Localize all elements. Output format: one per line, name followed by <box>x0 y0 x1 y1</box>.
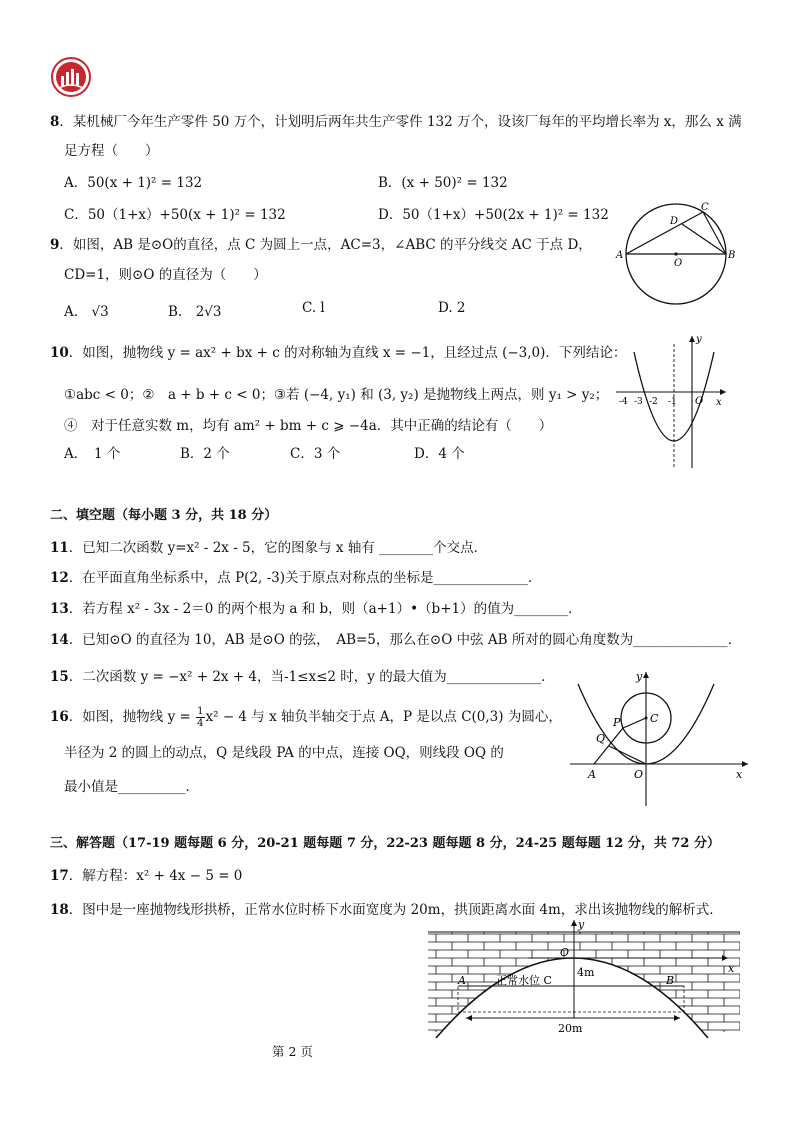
q8-option-b: B．(x + 50)² = 132 <box>378 175 508 191</box>
section-2-heading: 二、填空题（每小题 3 分，共 18 分） <box>50 508 278 523</box>
q9-label-d: D <box>670 216 679 227</box>
q16-label-y: y <box>636 670 643 683</box>
q10-label-o: O <box>695 396 704 407</box>
question-17: 17．解方程：x² + 4x − 5 = 0 <box>50 868 243 884</box>
q9-label-o: O <box>674 258 683 269</box>
question-10-line3: ④ 对于任意实数 m，均有 am² + bm + c ⩾ −4a．其中正确的结论有（ ） <box>64 418 553 434</box>
q16-label-o: O <box>634 768 644 781</box>
question-8-line2: 足方程（ ） <box>64 143 159 159</box>
q10-option-a: A． 1 个 <box>64 446 121 462</box>
q16-label-x: x <box>736 768 743 781</box>
question-9-line1: 9．如图，AB 是⊙O的直径，点 C 为圆上一点，AC=3，∠ABC 的平分线交 AC 于点 D， <box>50 237 592 253</box>
question-18: 18．图中是一座抛物线形拱桥，正常水位时桥下水面宽度为 20m，拱顶距离水面 4m，求出该抛物线的解析式． <box>50 902 723 918</box>
question-8-line1: 8．某机械厂今年生产零件 50 万个，计划明后两年共生产零件 132 万个，设该厂每年的平均增长率为 x，那么 x 满 <box>50 114 742 130</box>
q18-bridge-figure <box>428 918 740 1038</box>
q8-option-a: A．50(x + 1)² = 132 <box>64 175 203 191</box>
q16-label-a: A <box>588 768 596 781</box>
question-11: 11．已知二次函数 y=x² - 2x - 5，它的图象与 x 轴有 ________个交点． <box>50 540 488 556</box>
q10-option-b: B．2 个 <box>180 446 230 462</box>
q10-parabola-figure <box>612 330 732 472</box>
q9-option-d: D. 2 <box>438 300 466 316</box>
q9-label-b: B <box>728 250 736 261</box>
q8-option-c: C．50（1+x）+50(x + 1)² = 132 <box>64 207 286 223</box>
question-14: 14．已知⊙O 的直径为 10，AB 是⊙O 的弦， AB=5，那么在⊙O 中弦 AB 所对的圆心角度数为______________． <box>50 632 742 648</box>
q9-option-a: A. √3 <box>64 304 109 320</box>
q18-label-b: B <box>666 974 675 987</box>
q9-option-b: B. 2√3 <box>168 304 222 320</box>
q9-circle-figure <box>612 196 742 308</box>
q16-segment-oq <box>609 746 646 764</box>
question-15: 15．二次函数 y = −x² + 2x + 4，当-1≤x≤2 时，y 的最大值为______________． <box>50 669 555 685</box>
question-12: 12．在平面直角坐标系中，点 P(2, -3)关于原点对称点的坐标是______________． <box>50 570 542 586</box>
q9-chord-ac <box>626 212 703 254</box>
q9-option-c: C. l <box>302 300 325 316</box>
q9-chord-bc <box>703 212 726 254</box>
q9-center-dot <box>674 252 677 255</box>
school-logo <box>50 56 92 98</box>
question-16-line3: 最小值是__________． <box>64 779 199 795</box>
q10-tick-minus3: -3 <box>634 397 643 407</box>
q10-tick-minus2: -2 <box>649 397 658 407</box>
question-16-line1: 16．如图，抛物线 y = $\frac{1}{4}$ x² − 4 与 x 轴负半轴交于点 A，P 是以点 C(0,3) 为圆心， <box>50 706 562 729</box>
q18-label-o: O <box>560 946 570 959</box>
q9-label-c: C <box>701 202 709 213</box>
q18-brick-wall <box>428 932 740 1032</box>
q10-option-d: D．4 个 <box>414 446 465 462</box>
q16-segment-pc <box>623 718 646 728</box>
q18-label-x: x <box>728 962 735 975</box>
q9-label-a: A <box>616 250 624 261</box>
q10-tick-minus4: -4 <box>619 397 628 407</box>
q18-label-a: A <box>458 974 466 987</box>
q10-option-c: C．3 个 <box>290 446 341 462</box>
question-13: 13．若方程 x² - 3x - 2＝0 的两个根为 a 和 b，则（a+1）•（b+1）的值为________． <box>50 601 582 617</box>
q10-tick-minus1: -1 <box>668 397 677 407</box>
question-10-line1: 10．如图，抛物线 y = ax² + bx + c 的对称轴为直线 x = −1，且经过点 (−3,0)．下列结论： <box>50 345 627 361</box>
section-3-heading: 三、解答题（17-19 题每题 6 分，20-21 题每题 7 分，22-23 题每题 8 分，24-25 题每题 12 分，共 72 分） <box>50 836 720 851</box>
q16-label-p: P <box>613 716 621 729</box>
question-16-line2: 半径为 2 的圆上的动点，Q 是线段 PA 的中点，连接 OQ，则线段 OQ 的 <box>64 745 504 761</box>
q18-label-water: 正常水位 C <box>496 974 552 987</box>
q16-label-q: Q <box>596 732 606 745</box>
q18-water <box>458 986 684 1012</box>
q16-fraction: $\frac{1}{4}$ <box>197 706 204 729</box>
q10-label-y: y <box>696 334 702 345</box>
question-10-line2: ①abc < 0；② a + b + c < 0；③若 (−4, y₁) 和 (3, y₂) 是抛物线上两点，则 y₁ > y₂； <box>64 387 609 403</box>
q18-label-height: 4m <box>577 966 595 979</box>
q10-label-x: x <box>716 397 722 408</box>
question-9-line2: CD=1，则⊙O 的直径为（ ） <box>64 267 267 283</box>
q18-label-width: 20m <box>558 1022 583 1035</box>
page-number: 第 2 页 <box>272 1044 313 1059</box>
q18-label-y: y <box>578 918 585 931</box>
q16-figure <box>566 668 752 808</box>
q16-label-c: C <box>650 712 659 725</box>
q8-option-d: D．50（1+x）+50(2x + 1)² = 132 <box>378 207 609 223</box>
